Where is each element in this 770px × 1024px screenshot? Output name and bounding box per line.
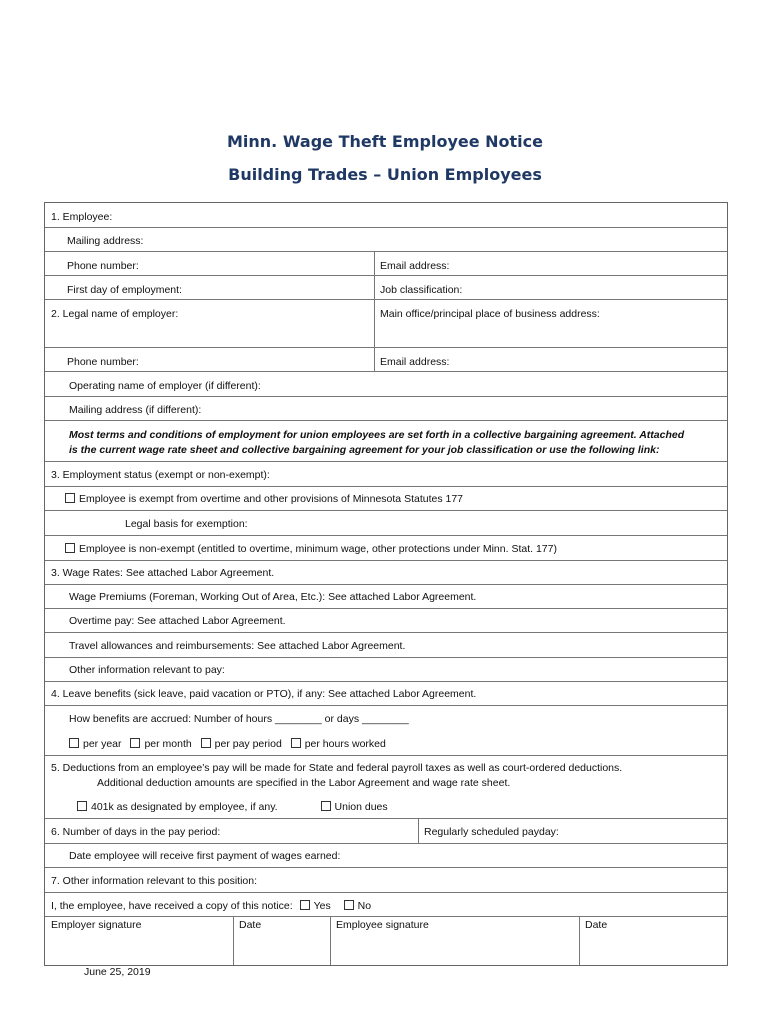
row-divider [45, 396, 727, 397]
benefits-accrued-label: How benefits are accrued: Number of hours ________ or days ________ [69, 713, 409, 725]
job-classification-label: Job classification: [380, 284, 463, 296]
travel-label: Travel allowances and reimbursements: See attached Labor Agreement. [69, 640, 406, 652]
row-divider [45, 420, 727, 421]
notice-form [44, 202, 728, 966]
row-divider [45, 892, 727, 893]
401k-checkbox[interactable] [77, 801, 87, 811]
per-year-checkbox[interactable] [69, 738, 79, 748]
nonexempt-text: Employee is non-exempt (entitled to overtime, minimum wage, other protections under Minn. Stat. 177) [79, 543, 557, 555]
employment-status-label: 3. Employment status (exempt or non-exempt): [51, 469, 270, 481]
nonexempt-checkbox[interactable] [65, 543, 75, 553]
employee-date-label: Date [585, 919, 608, 931]
column-divider [374, 299, 375, 371]
deduction-options [75, 801, 388, 814]
row-divider [45, 681, 727, 682]
row-divider [45, 461, 727, 462]
payday-label: Regularly scheduled payday: [424, 826, 559, 838]
employer-signature-label: Employer signature [51, 919, 142, 931]
pay-period-days-label: 6. Number of days in the pay period: [51, 826, 221, 838]
footer-date: June 25, 2019 [84, 966, 151, 978]
receipt-text: I, the employee, have received a copy of this notice: [51, 900, 293, 912]
per-hours-worked-text: per hours worked [304, 738, 386, 750]
row-divider [45, 843, 727, 844]
wage-rates-label: 3. Wage Rates: See attached Labor Agreement. [51, 567, 275, 579]
other-info-label: 7. Other information relevant to this position: [51, 875, 258, 887]
no-checkbox[interactable] [344, 900, 354, 910]
per-pay-period-text: per pay period [214, 738, 282, 750]
column-divider [579, 916, 580, 965]
column-divider [418, 818, 419, 843]
401k-text: 401k as designated by employee, if any. [91, 801, 278, 813]
wage-premiums-label: Wage Premiums (Foreman, Working Out of Area, Etc.): See attached Labor Agreement. [69, 591, 477, 603]
row-divider [45, 510, 727, 511]
row-divider [45, 486, 727, 487]
operating-name-label: Operating name of employer (if different): [69, 380, 261, 392]
cba-note-line2: is the current wage rate sheet and collective bargaining agreement for your job classification or use the following link: [69, 444, 660, 456]
employee-signature-label: Employee signature [336, 919, 429, 931]
cba-note-line1: Most terms and conditions of employment for union employees are set forth in a collective bargaining agreement. Attached [69, 429, 685, 441]
page-subtitle: Building Trades – Union Employees [228, 165, 542, 184]
union-dues-text: Union dues [334, 801, 388, 813]
mailing-address-label: Mailing address: [67, 235, 144, 247]
row-divider [45, 916, 727, 917]
exempt-option [63, 493, 463, 506]
per-month-checkbox[interactable] [130, 738, 140, 748]
row-divider [45, 347, 727, 348]
no-text: No [357, 900, 372, 912]
row-divider [45, 371, 727, 372]
employer-phone-label: Phone number: [67, 356, 139, 368]
per-month-text: per month [144, 738, 192, 750]
first-payment-label: Date employee will receive first payment of wages earned: [69, 850, 341, 862]
row-divider [45, 584, 727, 585]
exempt-checkbox[interactable] [65, 493, 75, 503]
legal-name-label: 2. Legal name of employer: [51, 308, 179, 320]
row-divider [45, 818, 727, 819]
receipt-acknowledgement [51, 900, 371, 913]
phone-label: Phone number: [67, 260, 139, 272]
yes-text: Yes [313, 900, 331, 912]
row-divider [45, 608, 727, 609]
row-divider [45, 535, 727, 536]
column-divider [374, 251, 375, 299]
email-label: Email address: [380, 260, 450, 272]
row-divider [45, 299, 727, 300]
deductions-line2: Additional deduction amounts are specified in the Labor Agreement and wage rate sheet. [97, 777, 511, 789]
deductions-line1: 5. Deductions from an employee’s pay will be made for State and federal payroll taxes as well as court-ordered deductions. [51, 762, 623, 774]
employer-mailing-label: Mailing address (if different): [69, 404, 202, 416]
row-divider [45, 251, 727, 252]
first-day-label: First day of employment: [67, 284, 182, 296]
page-title: Minn. Wage Theft Employee Notice [226, 132, 543, 151]
employer-email-label: Email address: [380, 356, 450, 368]
row-divider [45, 560, 727, 561]
union-dues-checkbox[interactable] [321, 801, 331, 811]
row-divider [45, 632, 727, 633]
column-divider [233, 916, 234, 965]
other-pay-label: Other information relevant to pay: [69, 664, 225, 676]
per-year-text: per year [83, 738, 122, 750]
per-pay-period-checkbox[interactable] [201, 738, 211, 748]
legal-basis-label: Legal basis for exemption: [125, 518, 248, 530]
yes-checkbox[interactable] [300, 900, 310, 910]
per-hours-worked-checkbox[interactable] [291, 738, 301, 748]
accrual-options [67, 738, 386, 751]
leave-benefits-label: 4. Leave benefits (sick leave, paid vacation or PTO), if any: See attached Labor Agreement. [51, 688, 477, 700]
row-divider [45, 275, 727, 276]
row-divider [45, 755, 727, 756]
exempt-text: Employee is exempt from overtime and other provisions of Minnesota Statutes 177 [79, 493, 464, 505]
row-divider [45, 705, 727, 706]
employee-label: 1. Employee: [51, 211, 113, 223]
main-office-label: Main office/principal place of business address: [380, 308, 600, 320]
row-divider [45, 227, 727, 228]
employer-date-label: Date [239, 919, 262, 931]
row-divider [45, 867, 727, 868]
row-divider [45, 657, 727, 658]
overtime-label: Overtime pay: See attached Labor Agreement. [69, 615, 286, 627]
nonexempt-option [63, 543, 557, 556]
column-divider [330, 916, 331, 965]
